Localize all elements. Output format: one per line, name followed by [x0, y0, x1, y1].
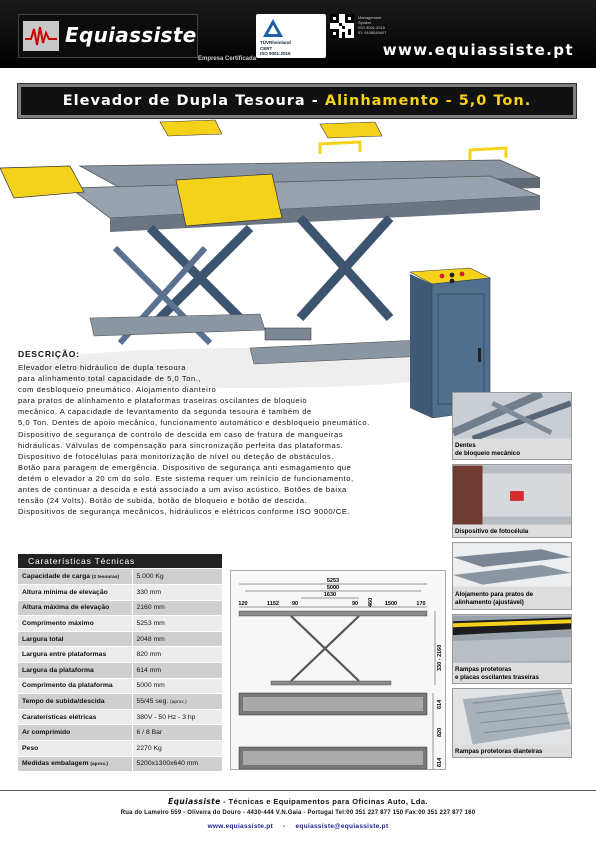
- dim-90-b: 90: [351, 601, 359, 607]
- management-system-text: Management System ISO 9001:2015 ID: 9108049407: [358, 15, 387, 35]
- photo-caption: Rampas protetoras dianteiras: [455, 748, 543, 755]
- dim-120: 120: [238, 601, 248, 607]
- logo-mark-icon: [23, 21, 59, 51]
- table-row: Largura da plataforma 614 mm: [18, 663, 222, 679]
- table-row: Ar comprimido 6 / 8 Bar: [18, 725, 222, 741]
- table-row: Altura máxima de elevação 2160 mm: [18, 600, 222, 616]
- table-row: Altura mínima de elevação 330 mm: [18, 585, 222, 601]
- logo-text: Equiassiste: [65, 23, 197, 47]
- title-main: Elevador de Dupla Tesoura -: [62, 93, 325, 109]
- photo-photocell: [452, 464, 572, 538]
- description-line: Botão para paragem de emergência. Dispositivo de segurança anti esmagamento que: [18, 462, 352, 472]
- description-line: antes de continuar a descida e está associado a um aviso acústico. Botões de baixa: [18, 485, 347, 495]
- technical-drawing: [230, 570, 446, 770]
- photo-rear-ramps: [452, 614, 572, 684]
- tuv-certificate-badge: [256, 14, 326, 58]
- title-highlight: Alinhamento - 5,0 Ton.: [324, 93, 532, 109]
- photo-caption: Rampas protetoras e placas oscilantes traseiras: [455, 666, 539, 681]
- description-heading: DESCRIÇÃO:: [18, 349, 80, 359]
- table-row: Comprimento máximo 5253 mm: [18, 616, 222, 632]
- table-row: Comprimento da plataforma 5000 mm: [18, 678, 222, 694]
- description-text: [18, 362, 448, 517]
- photo-caption: Dentes de bloqueio mecânico: [455, 442, 520, 457]
- table-row: Medidas embalagem (aprox.) 5200x1300x640 mm: [18, 756, 222, 772]
- dim-614-a: 614: [437, 699, 443, 709]
- tuv-triangle-icon: [262, 18, 284, 38]
- dim-total-length: 5253: [326, 578, 340, 584]
- description-line: Dispositivo de fotocélulas para monitorização de nível ou deteção de obstáculos.: [18, 451, 334, 461]
- footer-tagline: - Técnicas e Equipamentos para Oficinas Auto, Lda.: [220, 797, 428, 806]
- title-bar: [18, 84, 576, 118]
- locking-teeth-image: [453, 393, 571, 439]
- photo-front-ramps: [452, 688, 572, 758]
- table-row: Capacidade de carga (2 tesouras) 5.000 Kg: [18, 569, 222, 585]
- rear-ramps-image: [453, 615, 571, 663]
- description-line: hidráulicas. Válvulas de compensação para sincronização perfeita das plataformas.: [18, 440, 344, 450]
- footer-company: [0, 797, 596, 806]
- footer-divider: [0, 790, 596, 791]
- footer-contacts: [0, 823, 596, 830]
- specs-heading: Caraterísticas Técnicas: [18, 554, 222, 568]
- description-line: com desbloqueio pneumático. Alojamento dianteiro: [18, 385, 217, 395]
- table-row: Caraterísticas elétricas 380V - 50 Hz - 3 hp: [18, 709, 222, 725]
- footer-website-link[interactable]: www.equiassiste.pt: [207, 823, 274, 830]
- dim-460: 460: [368, 597, 374, 607]
- description-line: Dispositivo de segurança de controlo de descida em caso de fratura de mangueiras: [18, 429, 344, 439]
- description-line: para alinhamento total capacidade de 5,0 Ton.,: [18, 374, 202, 384]
- company-logo: [18, 14, 198, 58]
- photo-locking-teeth: [452, 392, 572, 460]
- description-line: tensão (24 Volts). Botão de subida, botão de bloqueio e botão de descida.: [18, 496, 308, 506]
- footer-email-link[interactable]: equiassiste@equiassiste.pt: [295, 823, 389, 830]
- description-line: Elevador eletro hidráulico de dupla tesoura: [18, 363, 187, 372]
- qr-code-icon[interactable]: [330, 14, 354, 38]
- dim-90-a: 90: [291, 601, 299, 607]
- page-header: [0, 0, 596, 68]
- cert-line-1: TÜVRheinland: [260, 40, 291, 45]
- turntable-housing-image: [453, 543, 571, 587]
- photo-caption: Dispositivo de fotocélula: [455, 528, 529, 535]
- description-line: para pratos de alinhamento e plataformas traseiras oscilantes de bloqueio: [18, 396, 308, 406]
- footer-address: Rua do Lameiro 559 - Oliveira do Douro - 4430-444 V.N.Gaia - Portugal Tel:00 351 227 877 150 Fax:00 351 227 877 160: [120, 810, 476, 816]
- table-row: Largura total 2048 mm: [18, 631, 222, 647]
- dim-1500: 1500: [384, 601, 398, 607]
- front-ramps-image: [453, 689, 571, 745]
- dim-820: 820: [437, 727, 443, 737]
- footer-brand: Equiassiste: [168, 797, 221, 806]
- photo-turntable-housing: [452, 542, 572, 610]
- table-row: Largura entre plataformas 820 mm: [18, 647, 222, 663]
- photo-caption: Alojamento para pratos de alinhamento (ajustável): [455, 591, 534, 606]
- table-row: Tempo de subida/descida 55/45 seg. (aprox.): [18, 694, 222, 710]
- photocell-image: [453, 465, 571, 525]
- description-line: 5,0 Ton. Dentes de apoio mecânico, funcionamento automático e desbloqueio pneumático.: [18, 418, 370, 428]
- description-line: detém o elevador a 20 cm do solo. Este sistema requer um reinício de funcionamento,: [18, 473, 354, 483]
- dim-614-b: 614: [437, 757, 443, 767]
- table-row: Peso 2270 Kg: [18, 741, 222, 757]
- certified-company-label: Empresa Certificada: [198, 56, 257, 62]
- page-title: [21, 93, 573, 109]
- description-line: Dispositivos de segurança mecânicos, hidráulicos e elétricos conforme ISO 9000/CE.: [18, 507, 351, 517]
- dim-1152: 1152: [267, 601, 279, 607]
- description-line: mecânico. A capacidade de levantamento da segunda tesoura é também de: [18, 407, 312, 417]
- dim-1630: 1630: [323, 592, 337, 598]
- dim-platform-length: 5000: [326, 585, 340, 591]
- dim-height: 330 - 2160: [437, 644, 443, 671]
- cert-line-3: ISO 9001:2015: [260, 51, 291, 56]
- specs-table: [18, 569, 222, 772]
- dim-170: 170: [416, 601, 426, 607]
- cert-line-2: CERT: [260, 45, 273, 51]
- header-website-link[interactable]: www.equiassiste.pt: [382, 41, 574, 59]
- footer-separator: -: [283, 823, 286, 830]
